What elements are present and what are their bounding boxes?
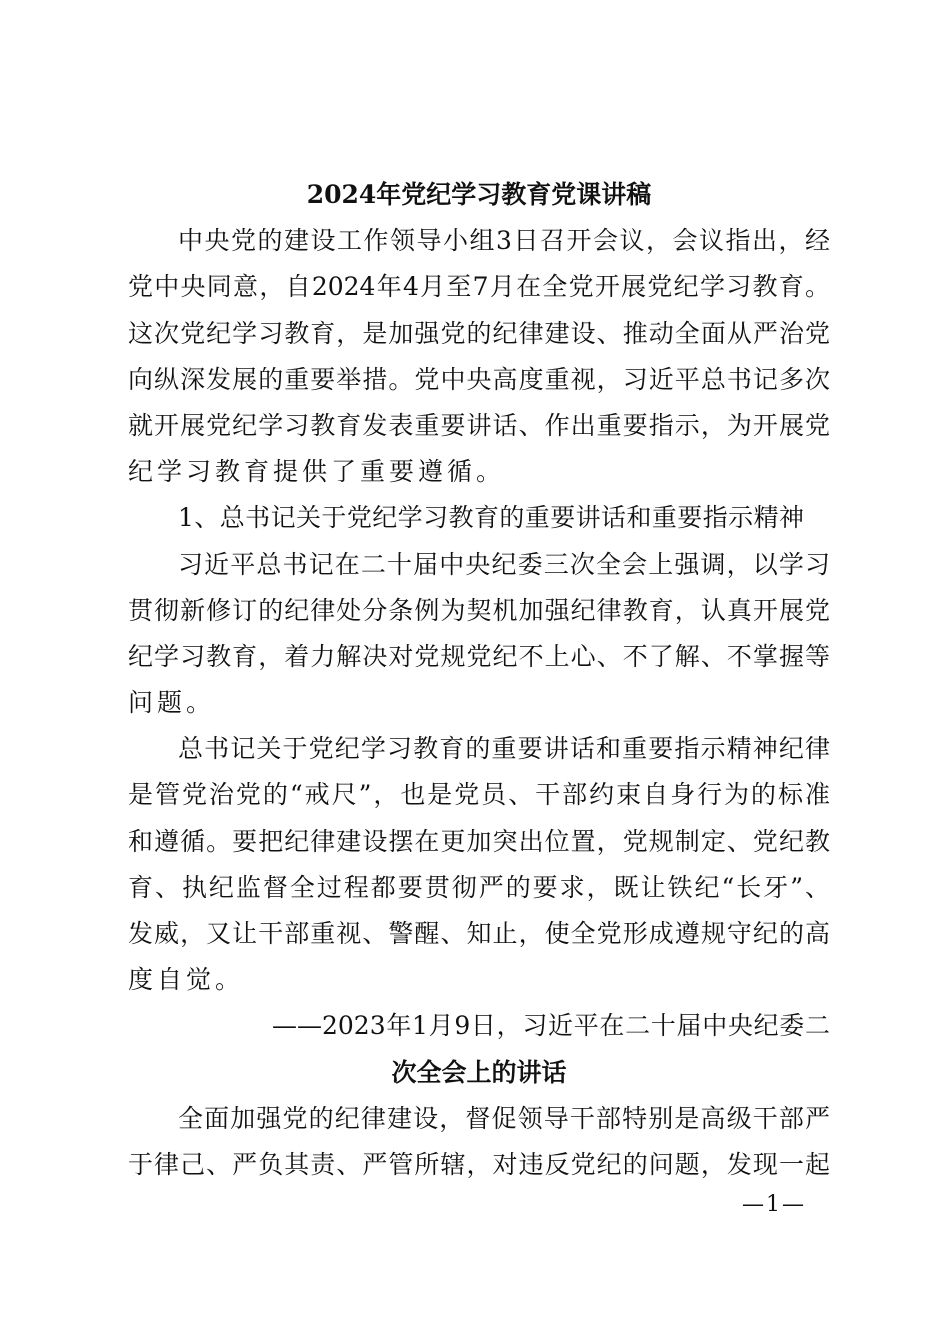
text-line: 发威，又让干部重视、警醒、知止，使全党形成遵规守纪的高 [128, 919, 830, 948]
text-line: 度自觉。 [128, 965, 245, 995]
text-line: 就开展党纪学习教育发表重要讲话、作出重要指示，为开展党 [128, 410, 830, 440]
text-line: 是管党治党的“戒尺”，也是党员、干部约束自身行为的标准 [128, 780, 830, 810]
paragraph-emphasis [128, 542, 830, 727]
citation-line: ——2023年1月9日，习近平在二十届中央纪委二 [272, 1011, 830, 1041]
text-line: 向纵深发展的重要举措。党中央高度重视，习近平总书记多次 [128, 364, 830, 394]
text-line: 全面加强党的纪律建设，督促领导干部特别是高级干部严 [178, 1103, 830, 1133]
document-page [128, 172, 830, 1188]
text-line: 于律己、严负其责、严管所辖，对违反党纪的问题，发现一起 [128, 1149, 830, 1179]
text-line: 中央党的建设工作领导小组3日召开会议，会议指出，经 [178, 226, 830, 256]
page-number: —1— [742, 1192, 806, 1217]
paragraph-closing [128, 1096, 830, 1188]
text-line: 育、执纪监督全过程都要贯彻严的要求，既让铁纪“长牙”、 [128, 872, 830, 902]
text-line: 贯彻新修订的纪律处分条例为契机加强纪律教育，认真开展党 [128, 595, 830, 625]
text-line: 和遵循。要把纪律建设摆在更加突出位置，党规制定、党纪教 [128, 826, 830, 856]
paragraph-discipline [128, 726, 830, 1003]
paragraph-intro [128, 218, 830, 495]
text-line: 纪学习教育，着力解决对党规党纪不上心、不了解、不掌握等 [128, 641, 830, 671]
text-line: 问题。 [128, 688, 216, 718]
text-line: 习近平总书记在二十届中央纪委三次全会上强调，以学习 [178, 549, 830, 579]
text-line: 这次党纪学习教育，是加强党的纪律建设、推动全面从严治党 [128, 318, 830, 348]
document-title: 2024年党纪学习教育党课讲稿 [306, 180, 652, 209]
text-line: 总书记关于党纪学习教育的重要讲话和重要指示精神纪律 [178, 734, 830, 764]
text-line: 纪学习教育提供了重要遵循。 [128, 457, 506, 487]
section-heading: 1、总书记关于党纪学习教育的重要讲话和重要指示精神 [178, 503, 804, 533]
citation-source: 次全会上的讲话 [391, 1057, 567, 1087]
text-line: 党中央同意，自2024年4月至7月在全党开展党纪学习教育。 [128, 272, 830, 302]
